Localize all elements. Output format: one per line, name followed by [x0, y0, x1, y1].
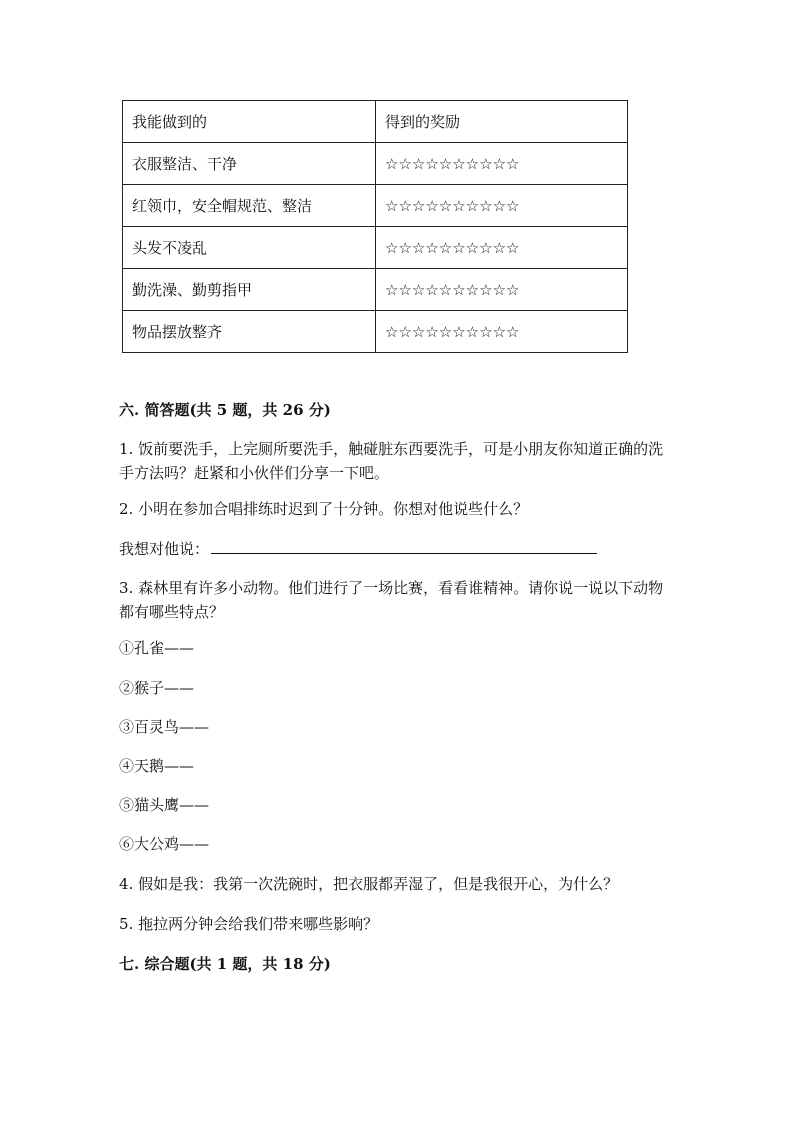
table-cell-item: 勤洗澡、勤剪指甲: [123, 269, 376, 311]
list-item: ②猴子——: [119, 679, 195, 697]
list-item: ①孔雀——: [119, 639, 195, 657]
answer-blank[interactable]: [211, 537, 597, 554]
table-cell-stars: ☆☆☆☆☆☆☆☆☆☆: [376, 311, 628, 353]
table-header-cell: 我能做到的: [123, 101, 376, 143]
question-3: 3. 森林里有许多小动物。他们进行了一场比赛，看看谁精神。请你说一说以下动物都有哪些特点？: [119, 579, 664, 621]
section-title: 六. 简答题(共 5 题，共 26 分): [119, 401, 331, 419]
reward-table: [122, 100, 628, 353]
answer-line: [119, 537, 597, 561]
table-header-cell: 得到的奖励: [376, 101, 628, 143]
table-row: [123, 143, 628, 185]
table-cell-stars: ☆☆☆☆☆☆☆☆☆☆: [376, 185, 628, 227]
question-2: 2. 小明在参加合唱排练时迟到了十分钟。你想对他说些什么？: [119, 500, 529, 518]
list-item: ⑤猫头鹰——: [119, 796, 210, 814]
list-item: ④天鹅——: [119, 757, 195, 775]
table-cell-item: 头发不凌乱: [123, 227, 376, 269]
table-row: [123, 185, 628, 227]
question-4: 4. 假如是我：我第一次洗碗时，把衣服都弄湿了，但是我很开心，为什么？: [119, 875, 619, 893]
table-row: [123, 227, 628, 269]
table-cell-item: 红领巾，安全帽规范、整洁: [123, 185, 376, 227]
list-item: ③百灵鸟——: [119, 718, 210, 736]
table-header-row: [123, 101, 628, 143]
list-item: ⑥大公鸡——: [119, 835, 210, 853]
section-title: 七. 综合题(共 1 题，共 18 分): [119, 955, 331, 973]
question-1: 1. 饭前要洗手，上完厕所要洗手，触碰脏东西要洗手，可是小朋友你知道正确的洗手方法吗？赶紧和小伙伴们分享一下吧。: [119, 440, 664, 482]
question-5: 5. 拖拉两分钟会给我们带来哪些影响？: [119, 915, 379, 933]
table-cell-item: 衣服整洁、干净: [123, 143, 376, 185]
answer-label: 我想对他说：: [119, 540, 210, 558]
table-row: [123, 269, 628, 311]
table-cell-item: 物品摆放整齐: [123, 311, 376, 353]
table-row: [123, 311, 628, 353]
table-cell-stars: ☆☆☆☆☆☆☆☆☆☆: [376, 227, 628, 269]
table-cell-stars: ☆☆☆☆☆☆☆☆☆☆: [376, 143, 628, 185]
table-cell-stars: ☆☆☆☆☆☆☆☆☆☆: [376, 269, 628, 311]
